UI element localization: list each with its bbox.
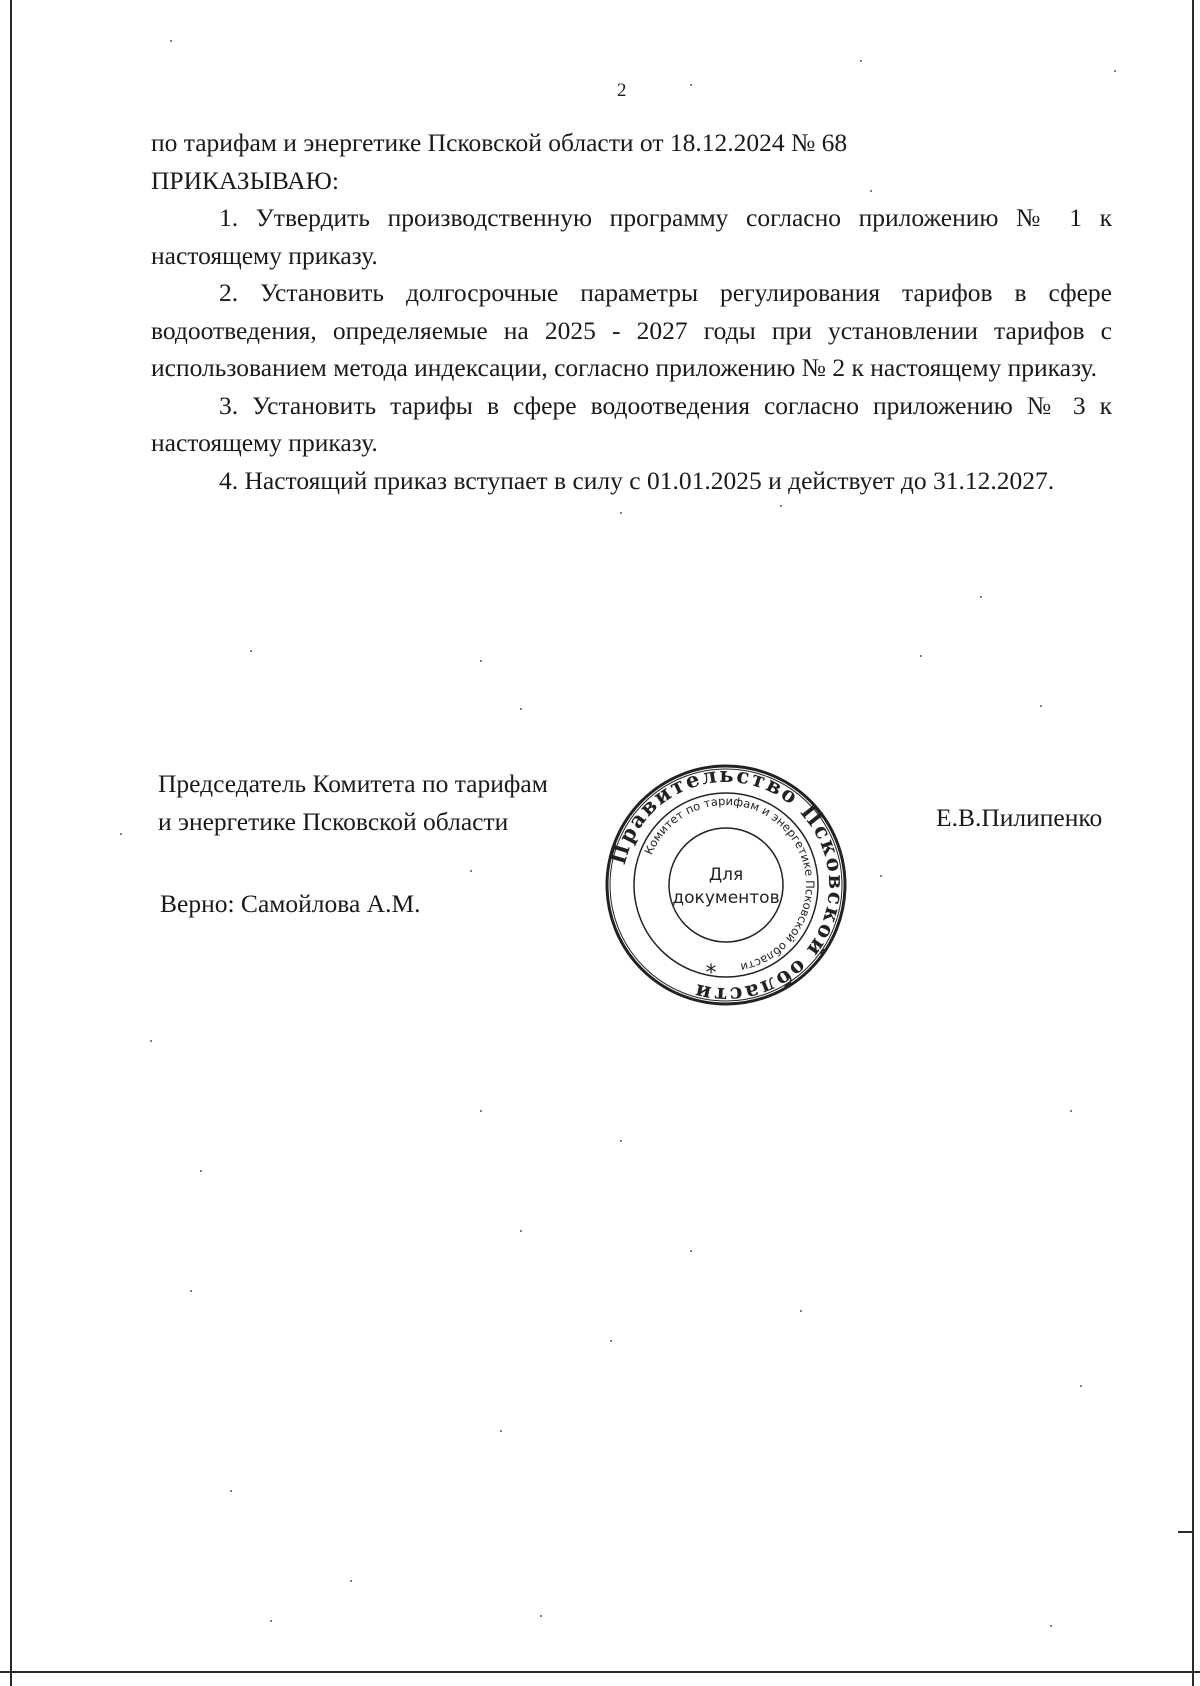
scan-speck — [860, 60, 862, 62]
scan-speck — [620, 512, 622, 514]
scan-speck — [520, 1230, 522, 1232]
scan-speck — [200, 1170, 202, 1172]
scan-speck — [620, 1140, 622, 1142]
scan-speck — [870, 190, 872, 192]
order-item-1: 1. Утвердить производственную программу согласно приложению № 1 к настоящему приказу. — [151, 203, 1112, 270]
scan-speck — [610, 1340, 612, 1342]
order-item-2: 2. Установить долгосрочные параметры регулирования тарифов в сфере водоотведения, определяемые на 2025 - 2027 годы при установлении тарифов с использованием метода индексации, согласно приложению № 2 к настоящему приказу. — [151, 278, 1112, 382]
signatory-position — [158, 765, 608, 841]
scan-speck — [980, 596, 982, 598]
preamble-continuation: по тарифам и энергетике Псковской области от 18.12.2024 № 68 — [151, 128, 848, 157]
scan-speck — [150, 1040, 152, 1042]
scan-speck — [1114, 70, 1116, 72]
seal-center-line-2: документов — [672, 888, 780, 908]
scan-speck — [170, 40, 172, 42]
order-item-3: 3. Установить тарифы в сфере водоотведения согласно приложению № 3 к настоящему приказу. — [151, 390, 1112, 457]
scan-speck — [520, 708, 522, 710]
verified-by: Верно: Самойлова А.М. — [160, 889, 421, 918]
scan-speck — [120, 833, 122, 835]
signatory-position-line-1: Председатель Комитета по тарифам — [158, 769, 548, 798]
seal-inner-ring — [669, 828, 783, 942]
official-seal — [603, 762, 849, 1008]
scan-speck — [350, 1580, 352, 1582]
seal-star-icon: * — [705, 961, 717, 986]
scan-speck — [920, 655, 922, 657]
scan-right-edge — [1192, 0, 1194, 1686]
scan-speck — [1050, 1625, 1052, 1627]
seal-outer-text: Правительство Псковской области — [605, 762, 849, 1008]
signatory-position-line-2: и энергетике Псковской области — [158, 807, 509, 836]
scan-speck — [800, 1310, 802, 1312]
scan-speck — [500, 1430, 502, 1432]
scan-speck — [480, 660, 482, 662]
scan-speck — [880, 875, 882, 877]
scan-speck — [230, 1490, 232, 1492]
scan-speck — [470, 870, 472, 872]
scan-speck — [690, 1250, 692, 1252]
scan-left-edge — [10, 0, 12, 1686]
scan-speck — [780, 505, 782, 507]
scan-speck — [250, 650, 252, 652]
seal-middle-ring — [634, 793, 818, 977]
order-item-4: 4. Настоящий приказ вступает в силу с 01.01.2025 и действует до 31.12.2027. — [219, 465, 1055, 495]
signatory-name: Е.В.Пилипенко — [936, 803, 1103, 832]
order-heading: ПРИКАЗЫВАЮ: — [151, 165, 339, 195]
order-body — [151, 124, 1112, 499]
scan-speck — [270, 1620, 272, 1622]
seal-center-line-1: Для — [708, 865, 744, 885]
scan-speck — [1040, 705, 1042, 707]
scan-speck — [690, 84, 692, 86]
page-number: 2 — [617, 80, 627, 101]
scan-speck — [1080, 1385, 1082, 1387]
scan-speck — [1070, 1110, 1072, 1112]
seal-inner-text: Комитет по тарифам и энергетике Псковской области — [641, 793, 818, 975]
scan-speck — [540, 1615, 542, 1617]
scan-speck — [190, 1290, 192, 1292]
scan-speck — [480, 1110, 482, 1112]
scan-edge-mark — [1178, 1531, 1194, 1533]
scan-bottom-edge — [0, 1671, 1200, 1673]
